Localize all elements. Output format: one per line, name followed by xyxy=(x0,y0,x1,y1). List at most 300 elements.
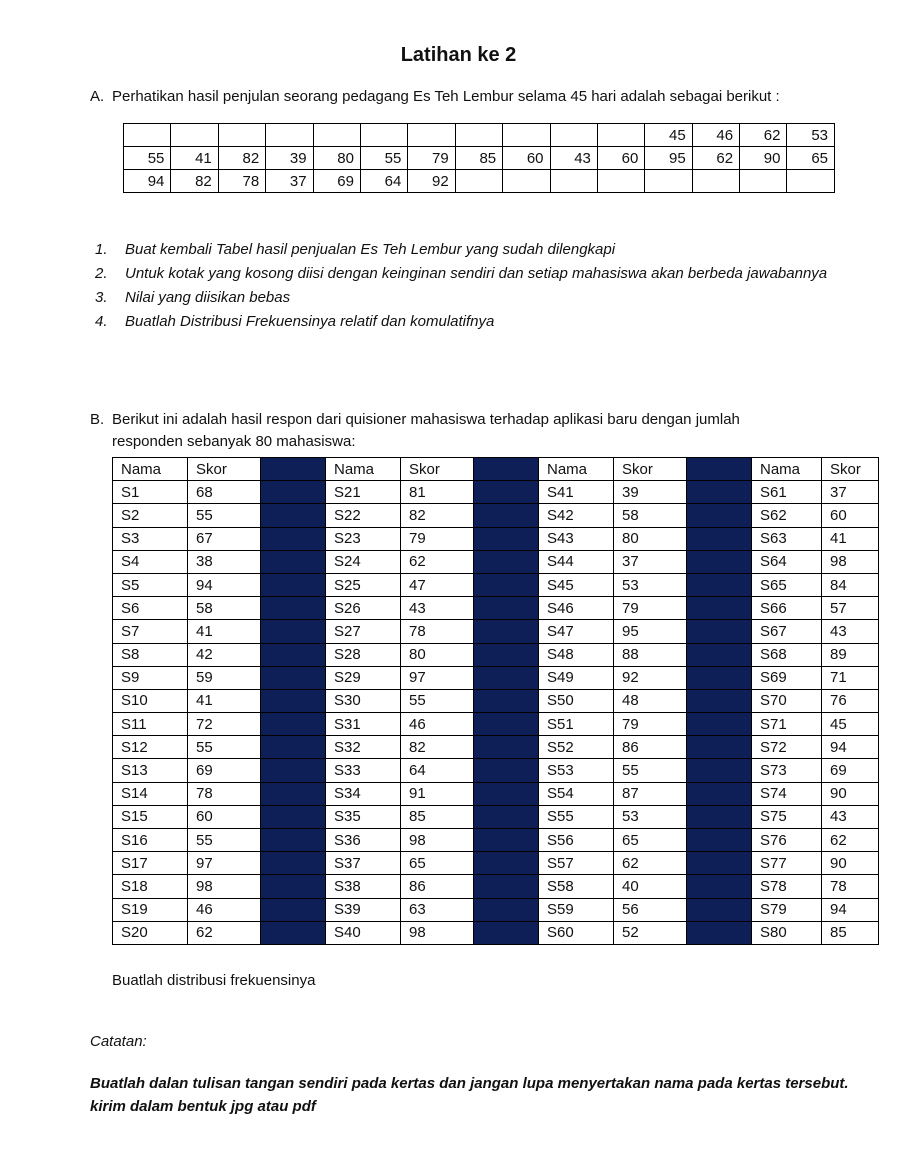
student-name: S36 xyxy=(326,829,401,852)
student-score: 38 xyxy=(188,550,261,573)
table-row xyxy=(113,689,879,712)
table-row xyxy=(113,620,879,643)
column-divider xyxy=(261,898,326,921)
note-label: Catatan: xyxy=(90,1033,147,1050)
sales-cell: 55 xyxy=(360,147,407,170)
column-divider xyxy=(687,921,752,944)
sales-cell: 95 xyxy=(645,147,692,170)
sales-cell: 41 xyxy=(171,147,218,170)
student-score: 98 xyxy=(188,875,261,898)
column-divider xyxy=(687,875,752,898)
student-score: 45 xyxy=(822,713,879,736)
student-score: 94 xyxy=(822,898,879,921)
table-row xyxy=(113,481,879,504)
student-name: S65 xyxy=(752,573,822,596)
student-score: 98 xyxy=(401,829,474,852)
student-name: S47 xyxy=(539,620,614,643)
header-nama: Nama xyxy=(539,458,614,481)
instruction-item xyxy=(95,286,880,310)
table-row xyxy=(113,597,879,620)
sales-cell: 69 xyxy=(313,170,360,193)
column-divider xyxy=(261,782,326,805)
table-row xyxy=(113,921,879,944)
student-score: 98 xyxy=(822,550,879,573)
column-divider xyxy=(261,666,326,689)
column-divider xyxy=(261,713,326,736)
student-score: 62 xyxy=(822,829,879,852)
student-score: 55 xyxy=(188,736,261,759)
student-score: 76 xyxy=(822,689,879,712)
student-name: S78 xyxy=(752,875,822,898)
student-score: 53 xyxy=(614,805,687,828)
column-divider xyxy=(474,597,539,620)
column-divider xyxy=(687,782,752,805)
table-row xyxy=(113,805,879,828)
sales-cell: 43 xyxy=(550,147,597,170)
section-a-letter: A. xyxy=(90,88,105,105)
column-divider xyxy=(474,736,539,759)
student-score: 46 xyxy=(401,713,474,736)
student-score: 59 xyxy=(188,666,261,689)
student-name: S21 xyxy=(326,481,401,504)
student-score: 60 xyxy=(188,805,261,828)
student-score: 55 xyxy=(401,689,474,712)
column-divider xyxy=(687,666,752,689)
sales-cell: 80 xyxy=(313,147,360,170)
student-score: 55 xyxy=(188,504,261,527)
column-divider xyxy=(261,805,326,828)
section-b-text-continued: responden sebanyak 80 mahasiswa: xyxy=(112,433,356,450)
instruction-text: Nilai yang diisikan bebas xyxy=(125,289,291,306)
column-divider xyxy=(474,689,539,712)
instruction-item xyxy=(95,238,880,262)
column-divider xyxy=(261,875,326,898)
student-score: 41 xyxy=(188,620,261,643)
student-name: S23 xyxy=(326,527,401,550)
student-name: S28 xyxy=(326,643,401,666)
sales-cell xyxy=(455,124,502,147)
student-score: 90 xyxy=(822,782,879,805)
table-row xyxy=(113,736,879,759)
sales-cell xyxy=(503,124,550,147)
student-score: 86 xyxy=(614,736,687,759)
instruction-item xyxy=(95,310,880,334)
student-name: S80 xyxy=(752,921,822,944)
sales-cell xyxy=(503,170,550,193)
sales-cell xyxy=(171,124,218,147)
sales-cell: 94 xyxy=(124,170,171,193)
student-name: S5 xyxy=(113,573,188,596)
student-name: S31 xyxy=(326,713,401,736)
table-row xyxy=(113,852,879,875)
student-name: S71 xyxy=(752,713,822,736)
student-score: 85 xyxy=(822,921,879,944)
header-nama: Nama xyxy=(326,458,401,481)
student-score: 78 xyxy=(822,875,879,898)
student-name: S18 xyxy=(113,875,188,898)
table-row xyxy=(113,550,879,573)
student-name: S1 xyxy=(113,481,188,504)
instruction-item xyxy=(95,262,880,286)
student-score: 40 xyxy=(614,875,687,898)
header-nama: Nama xyxy=(113,458,188,481)
sales-row xyxy=(124,124,835,147)
student-score: 68 xyxy=(188,481,261,504)
note-text xyxy=(90,1072,870,1118)
student-score: 79 xyxy=(401,527,474,550)
sales-cell xyxy=(692,170,739,193)
sales-cell: 64 xyxy=(360,170,407,193)
student-name: S68 xyxy=(752,643,822,666)
instruction-text: Untuk kotak yang kosong diisi dengan keinginan sendiri dan setiap mahasiswa akan berbeda jawabannya xyxy=(125,265,828,282)
column-divider xyxy=(474,458,539,481)
note-line-1: Buatlah dalan tulisan tangan sendiri pada kertas dan jangan lupa menyertakan nama pada kertas tersebut. xyxy=(90,1075,849,1092)
student-name: S76 xyxy=(752,829,822,852)
table-row xyxy=(113,643,879,666)
student-name: S40 xyxy=(326,921,401,944)
student-score: 57 xyxy=(822,597,879,620)
column-divider xyxy=(687,805,752,828)
student-score: 95 xyxy=(614,620,687,643)
sales-cell xyxy=(740,170,787,193)
column-divider xyxy=(474,666,539,689)
student-name: S67 xyxy=(752,620,822,643)
column-divider xyxy=(687,481,752,504)
student-score: 52 xyxy=(614,921,687,944)
student-name: S12 xyxy=(113,736,188,759)
student-name: S19 xyxy=(113,898,188,921)
student-name: S7 xyxy=(113,620,188,643)
column-divider xyxy=(474,713,539,736)
column-divider xyxy=(687,736,752,759)
student-name: S63 xyxy=(752,527,822,550)
student-name: S53 xyxy=(539,759,614,782)
sales-cell xyxy=(787,170,835,193)
student-score: 80 xyxy=(401,643,474,666)
student-score: 90 xyxy=(822,852,879,875)
column-divider xyxy=(261,852,326,875)
survey-table xyxy=(112,457,879,945)
column-divider xyxy=(474,620,539,643)
student-score: 82 xyxy=(401,504,474,527)
column-divider xyxy=(474,921,539,944)
column-divider xyxy=(474,504,539,527)
sales-cell xyxy=(313,124,360,147)
student-score: 80 xyxy=(614,527,687,550)
student-name: S35 xyxy=(326,805,401,828)
student-score: 55 xyxy=(614,759,687,782)
student-score: 94 xyxy=(822,736,879,759)
sales-cell xyxy=(360,124,407,147)
sales-cell: 55 xyxy=(124,147,171,170)
student-score: 62 xyxy=(188,921,261,944)
column-divider xyxy=(261,759,326,782)
table-row xyxy=(113,573,879,596)
student-name: S69 xyxy=(752,666,822,689)
student-score: 39 xyxy=(614,481,687,504)
student-score: 79 xyxy=(614,597,687,620)
student-score: 78 xyxy=(401,620,474,643)
student-name: S34 xyxy=(326,782,401,805)
section-b-heading xyxy=(90,409,878,453)
student-score: 88 xyxy=(614,643,687,666)
student-score: 53 xyxy=(614,573,687,596)
student-score: 47 xyxy=(401,573,474,596)
student-score: 58 xyxy=(614,504,687,527)
table-row xyxy=(113,666,879,689)
sales-row xyxy=(124,170,835,193)
column-divider xyxy=(261,921,326,944)
student-name: S39 xyxy=(326,898,401,921)
student-score: 89 xyxy=(822,643,879,666)
column-divider xyxy=(261,550,326,573)
column-divider xyxy=(474,550,539,573)
student-name: S17 xyxy=(113,852,188,875)
student-score: 97 xyxy=(188,852,261,875)
sales-row xyxy=(124,147,835,170)
column-divider xyxy=(687,759,752,782)
column-divider xyxy=(474,875,539,898)
sales-cell: 60 xyxy=(503,147,550,170)
table-row xyxy=(113,898,879,921)
sales-cell: 46 xyxy=(692,124,739,147)
column-divider xyxy=(687,689,752,712)
student-name: S56 xyxy=(539,829,614,852)
sales-cell: 62 xyxy=(692,147,739,170)
sales-cell: 92 xyxy=(408,170,455,193)
column-divider xyxy=(261,643,326,666)
column-divider xyxy=(474,782,539,805)
section-a-text: Perhatikan hasil penjulan seorang pedagang Es Teh Lembur selama 45 hari adalah sebagai berikut : xyxy=(112,88,780,105)
column-divider xyxy=(474,759,539,782)
student-name: S16 xyxy=(113,829,188,852)
student-name: S22 xyxy=(326,504,401,527)
student-name: S30 xyxy=(326,689,401,712)
student-score: 87 xyxy=(614,782,687,805)
student-name: S70 xyxy=(752,689,822,712)
column-divider xyxy=(687,527,752,550)
student-name: S50 xyxy=(539,689,614,712)
student-name: S46 xyxy=(539,597,614,620)
student-name: S6 xyxy=(113,597,188,620)
student-score: 43 xyxy=(401,597,474,620)
column-divider xyxy=(261,527,326,550)
sales-cell: 65 xyxy=(787,147,835,170)
student-score: 48 xyxy=(614,689,687,712)
instruction-list xyxy=(95,238,880,334)
instruction-number: 2. xyxy=(95,265,108,282)
student-score: 46 xyxy=(188,898,261,921)
student-name: S73 xyxy=(752,759,822,782)
student-score: 98 xyxy=(401,921,474,944)
header-nama: Nama xyxy=(752,458,822,481)
student-name: S61 xyxy=(752,481,822,504)
column-divider xyxy=(474,481,539,504)
sales-cell: 78 xyxy=(218,170,265,193)
student-score: 69 xyxy=(822,759,879,782)
student-score: 91 xyxy=(401,782,474,805)
header-skor: Skor xyxy=(401,458,474,481)
sales-cell: 39 xyxy=(266,147,313,170)
column-divider xyxy=(261,481,326,504)
sales-cell: 53 xyxy=(787,124,835,147)
student-name: S37 xyxy=(326,852,401,875)
student-score: 42 xyxy=(188,643,261,666)
student-name: S3 xyxy=(113,527,188,550)
student-score: 55 xyxy=(188,829,261,852)
student-score: 65 xyxy=(401,852,474,875)
student-name: S72 xyxy=(752,736,822,759)
student-score: 86 xyxy=(401,875,474,898)
sales-cell: 82 xyxy=(218,147,265,170)
task-text: Buatlah distribusi frekuensinya xyxy=(112,972,316,989)
student-name: S10 xyxy=(113,689,188,712)
column-divider xyxy=(687,597,752,620)
student-score: 63 xyxy=(401,898,474,921)
student-score: 60 xyxy=(822,504,879,527)
column-divider xyxy=(687,620,752,643)
sales-cell xyxy=(408,124,455,147)
student-name: S77 xyxy=(752,852,822,875)
student-score: 65 xyxy=(614,829,687,852)
header-skor: Skor xyxy=(822,458,879,481)
student-name: S26 xyxy=(326,597,401,620)
section-b-letter: B. xyxy=(90,411,105,428)
sales-cell: 79 xyxy=(408,147,455,170)
sales-cell xyxy=(597,170,644,193)
sales-cell xyxy=(550,170,597,193)
student-score: 85 xyxy=(401,805,474,828)
sales-cell xyxy=(266,124,313,147)
column-divider xyxy=(687,898,752,921)
student-name: S15 xyxy=(113,805,188,828)
student-score: 78 xyxy=(188,782,261,805)
student-name: S57 xyxy=(539,852,614,875)
column-divider xyxy=(687,504,752,527)
table-row xyxy=(113,504,879,527)
sales-cell xyxy=(455,170,502,193)
sales-cell xyxy=(550,124,597,147)
section-a-heading xyxy=(90,88,780,105)
table-row xyxy=(113,713,879,736)
column-divider xyxy=(687,829,752,852)
student-name: S60 xyxy=(539,921,614,944)
table-row xyxy=(113,527,879,550)
student-name: S48 xyxy=(539,643,614,666)
student-name: S14 xyxy=(113,782,188,805)
table-row xyxy=(113,782,879,805)
student-score: 37 xyxy=(614,550,687,573)
student-name: S64 xyxy=(752,550,822,573)
sales-cell xyxy=(645,170,692,193)
student-name: S55 xyxy=(539,805,614,828)
student-name: S58 xyxy=(539,875,614,898)
student-score: 43 xyxy=(822,805,879,828)
table-row xyxy=(113,829,879,852)
student-name: S25 xyxy=(326,573,401,596)
sales-cell: 62 xyxy=(740,124,787,147)
student-name: S41 xyxy=(539,481,614,504)
student-score: 58 xyxy=(188,597,261,620)
student-name: S13 xyxy=(113,759,188,782)
sales-table xyxy=(123,123,835,193)
student-name: S43 xyxy=(539,527,614,550)
table-row xyxy=(113,875,879,898)
student-score: 41 xyxy=(188,689,261,712)
student-name: S54 xyxy=(539,782,614,805)
student-score: 37 xyxy=(822,481,879,504)
instruction-number: 4. xyxy=(95,313,108,330)
column-divider xyxy=(261,458,326,481)
student-name: S74 xyxy=(752,782,822,805)
student-name: S9 xyxy=(113,666,188,689)
student-name: S66 xyxy=(752,597,822,620)
column-divider xyxy=(474,643,539,666)
sales-cell xyxy=(124,124,171,147)
student-name: S45 xyxy=(539,573,614,596)
section-b-text: Berikut ini adalah hasil respon dari quisioner mahasiswa terhadap aplikasi baru dengan jumlah xyxy=(112,411,740,428)
student-name: S20 xyxy=(113,921,188,944)
header-skor: Skor xyxy=(188,458,261,481)
student-score: 64 xyxy=(401,759,474,782)
column-divider xyxy=(687,643,752,666)
student-name: S24 xyxy=(326,550,401,573)
student-score: 84 xyxy=(822,573,879,596)
column-divider xyxy=(687,573,752,596)
student-score: 69 xyxy=(188,759,261,782)
column-divider xyxy=(261,573,326,596)
sales-cell: 90 xyxy=(740,147,787,170)
student-score: 97 xyxy=(401,666,474,689)
column-divider xyxy=(687,713,752,736)
column-divider xyxy=(261,504,326,527)
sales-cell xyxy=(597,124,644,147)
student-score: 41 xyxy=(822,527,879,550)
column-divider xyxy=(261,829,326,852)
instruction-text: Buat kembali Tabel hasil penjualan Es Teh Lembur yang sudah dilengkapi xyxy=(125,241,616,258)
student-name: S52 xyxy=(539,736,614,759)
student-score: 62 xyxy=(614,852,687,875)
instruction-number: 3. xyxy=(95,289,108,306)
column-divider xyxy=(261,620,326,643)
student-score: 92 xyxy=(614,666,687,689)
student-score: 81 xyxy=(401,481,474,504)
instruction-text: Buatlah Distribusi Frekuensinya relatif dan komulatifnya xyxy=(125,313,495,330)
student-name: S2 xyxy=(113,504,188,527)
sales-cell: 85 xyxy=(455,147,502,170)
column-divider xyxy=(474,829,539,852)
table-row xyxy=(113,759,879,782)
student-score: 79 xyxy=(614,713,687,736)
column-divider xyxy=(474,527,539,550)
student-score: 56 xyxy=(614,898,687,921)
student-name: S44 xyxy=(539,550,614,573)
student-name: S8 xyxy=(113,643,188,666)
sales-cell: 37 xyxy=(266,170,313,193)
student-name: S59 xyxy=(539,898,614,921)
student-name: S42 xyxy=(539,504,614,527)
header-skor: Skor xyxy=(614,458,687,481)
page-title: Latihan ke 2 xyxy=(400,44,517,66)
student-name: S62 xyxy=(752,504,822,527)
sales-cell: 82 xyxy=(171,170,218,193)
student-score: 72 xyxy=(188,713,261,736)
column-divider xyxy=(261,689,326,712)
column-divider xyxy=(474,573,539,596)
student-score: 43 xyxy=(822,620,879,643)
column-divider xyxy=(474,805,539,828)
student-name: S33 xyxy=(326,759,401,782)
